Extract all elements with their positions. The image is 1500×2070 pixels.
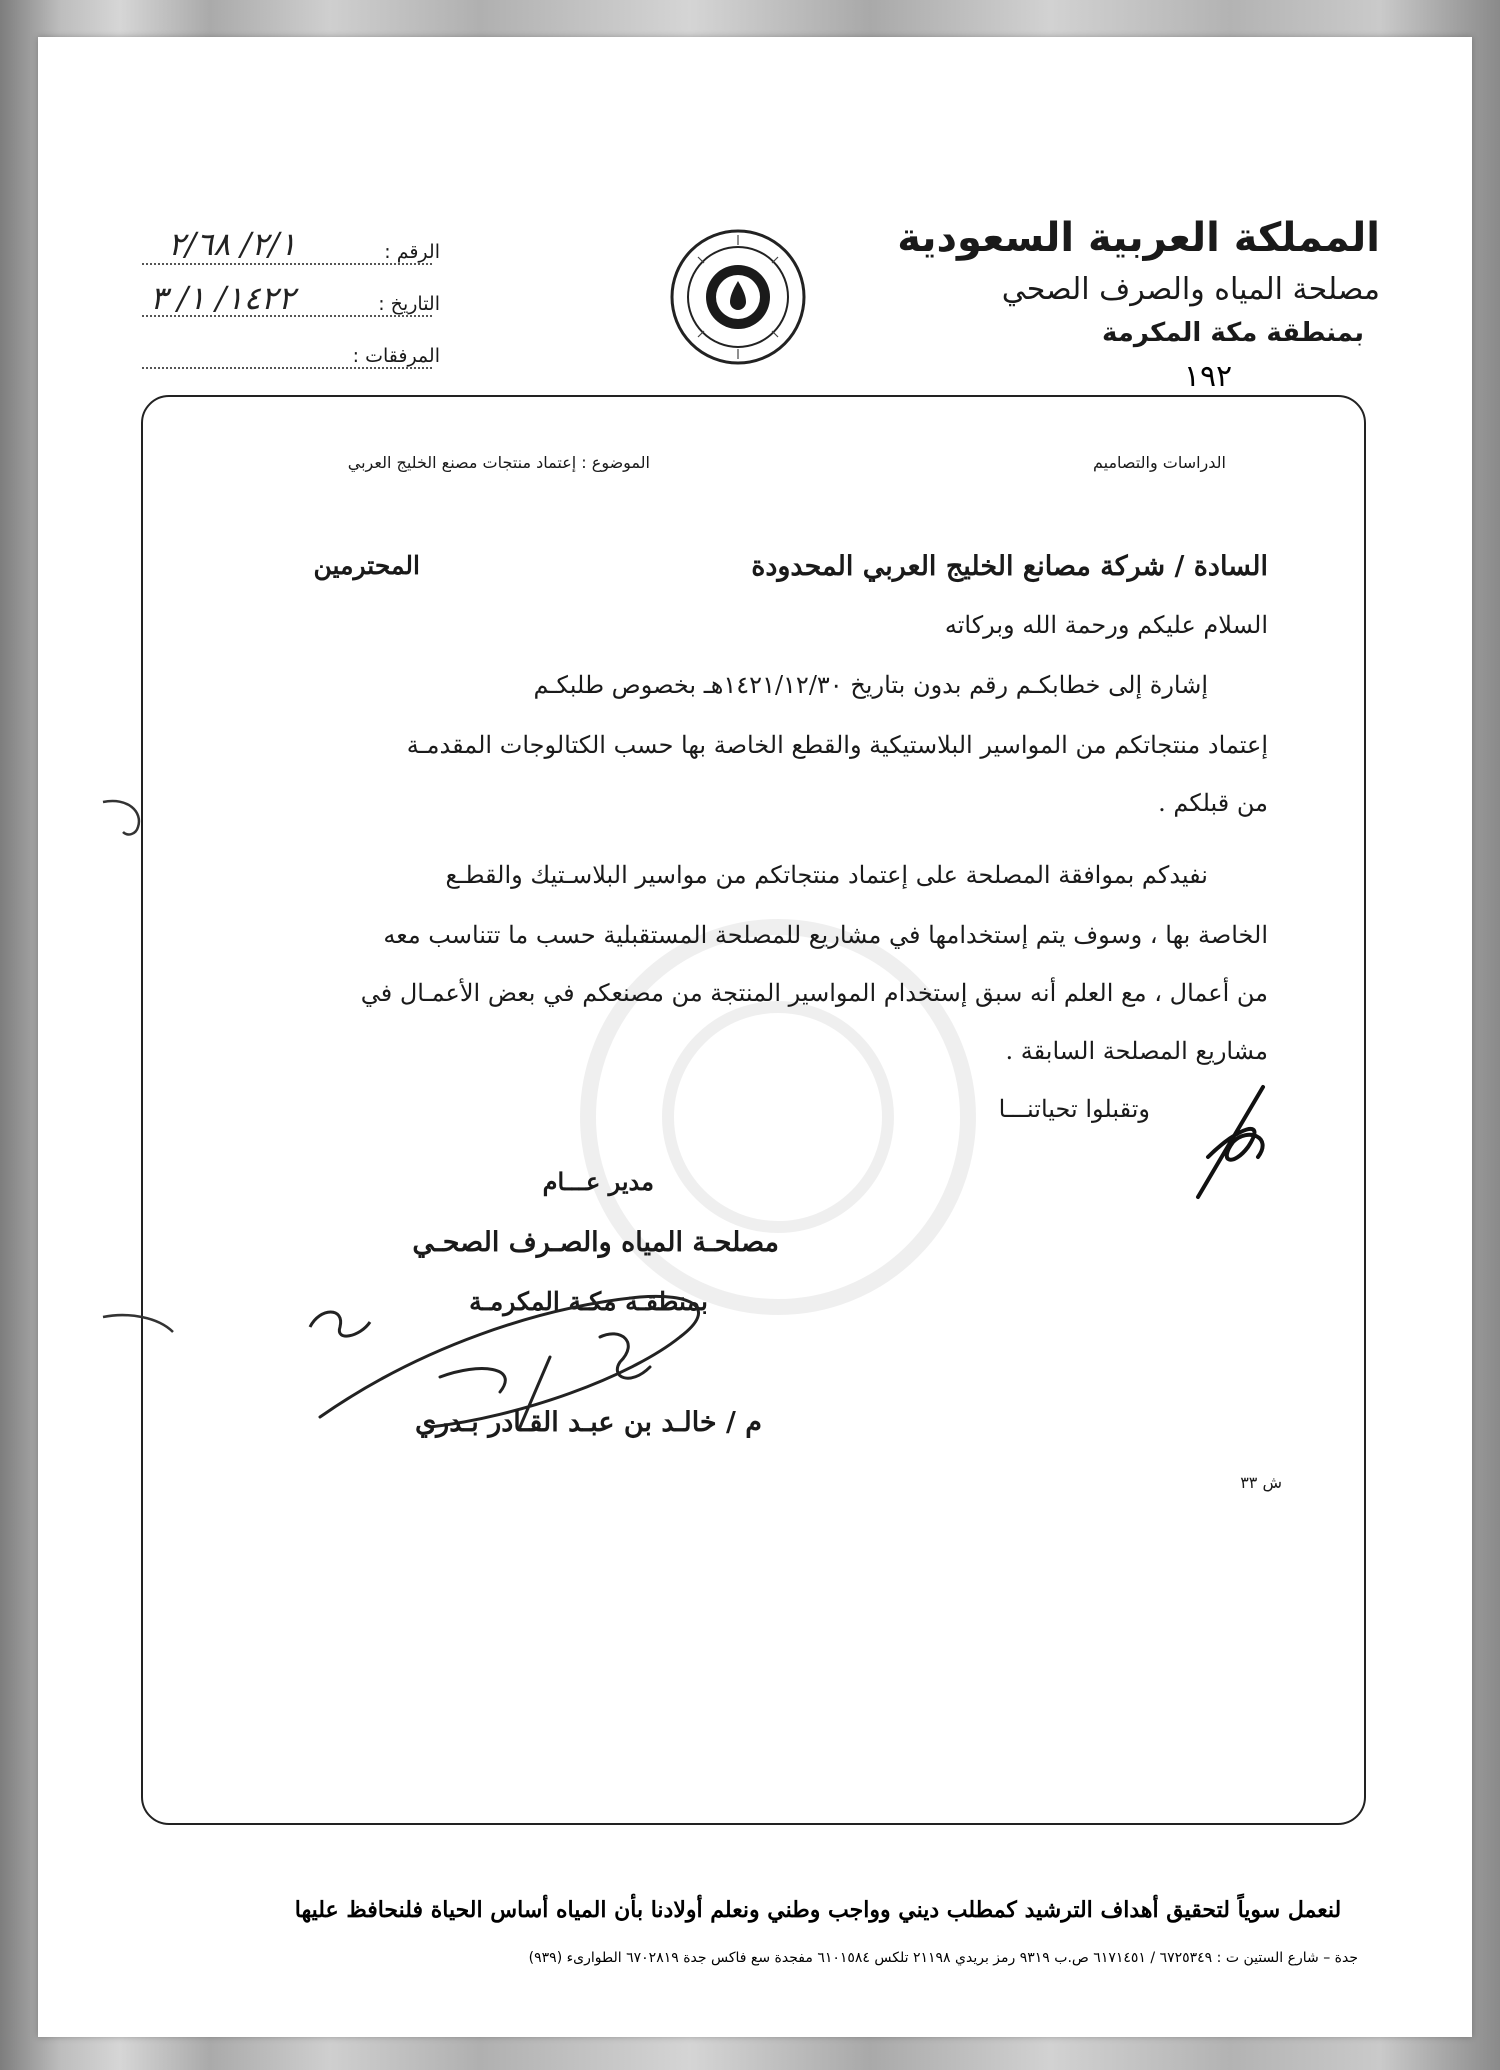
honorific: المحترمين <box>313 551 420 580</box>
ref-value: ٢/١/ ٢/٦٨ <box>168 225 297 263</box>
para2-line4: مشاريع المصلحة السابقة . <box>1005 1037 1268 1065</box>
letter-page <box>38 37 1472 2037</box>
footer-motto: لنعمل سوياً لتحقيق أهداف الترشيد كمطلب ديني وواجب وطني ونعلم أولادنا بأن المياه أساس الحياة فلنحافظ عليها <box>294 1897 1342 1923</box>
margin-mark-icon <box>98 1307 178 1347</box>
ref-dotline <box>142 263 432 265</box>
closing-line: وتقبلوا تحياتنـــا <box>998 1095 1150 1123</box>
signatory-org1: مصلحـة المياه والصـرف الصحـي <box>412 1227 779 1258</box>
signatory-org2: بمنطقـة مكـة المكرمـة <box>469 1287 708 1316</box>
form-code: ش ٣٣ <box>1240 1473 1282 1492</box>
margin-mark-icon <box>98 792 178 842</box>
signatory-name: م / خالـد بن عبـد القـادر بـدري <box>415 1407 762 1438</box>
department: الدراسات والتصاميم <box>1093 453 1226 472</box>
para1-line3: من قبلكم . <box>1158 789 1268 817</box>
para2-line2: الخاصة بها ، وسوف يتم إستخدامها في مشاريع للمصلحة المستقبلية حسب ما تتناسب معه <box>383 921 1268 949</box>
signatory-title: مدير عـــام <box>542 1167 654 1196</box>
header-region: بمنطقة مكة المكرمة <box>1102 318 1364 348</box>
authority-emblem <box>668 227 808 367</box>
attachments-label: المرفقات : <box>352 345 440 367</box>
footer-contact: جدة – شارع الستين ت : ٦٧٢٥٣٤٩ / ٦١٧١٤٥١ ص.ب ٩٣١٩ رمز بريدي ٢١١٩٨ تلكس ٦١٠١٥٨٤ مفجدة سع فاكس جدة ٦٧٠٢٨١٩ الطوارىء (٩٣٩) <box>528 1950 1358 1966</box>
addressee: السادة / شركة مصانع الخليج العربي المحدودة <box>751 551 1268 582</box>
para1-line1: إشارة إلى خطابكـم رقم بدون بتاريخ ١٤٢١/١٢/٣٠هـ بخصوص طلبكـم <box>533 671 1208 699</box>
para2-line1: نفيدكم بموافقة المصلحة على إعتماد منتجاتكم من مواسير البلاسـتيك والقطـع <box>445 861 1208 889</box>
para1-line2: إعتماد منتجاتكم من المواسير البلاستيكية والقطع الخاصة بها حسب الكتالوجات المقدمـة <box>406 731 1268 759</box>
subject-line: الموضوع : إعتماد منتجات مصنع الخليج العربي <box>347 453 650 472</box>
date-label: التاريخ : <box>378 293 440 315</box>
para2-line3: من أعمال ، مع العلم أنه سبق إستخدام المواسير المنتجة من مصنعكم في بعض الأعمـال في <box>360 979 1268 1007</box>
attachments-dotline <box>142 367 432 369</box>
initials-signature-icon <box>1178 1067 1288 1207</box>
header-number: ١٩٢ <box>1183 359 1233 394</box>
date-value: ١٤٢٢/ ١/ ٣ <box>150 279 296 317</box>
header-kingdom: المملكة العربية السعودية <box>897 215 1380 261</box>
header-authority: مصلحة المياه والصرف الصحي <box>1001 272 1380 307</box>
ref-label: الرقم : <box>384 241 440 263</box>
greeting: السلام عليكم ورحمة الله وبركاته <box>944 611 1268 639</box>
